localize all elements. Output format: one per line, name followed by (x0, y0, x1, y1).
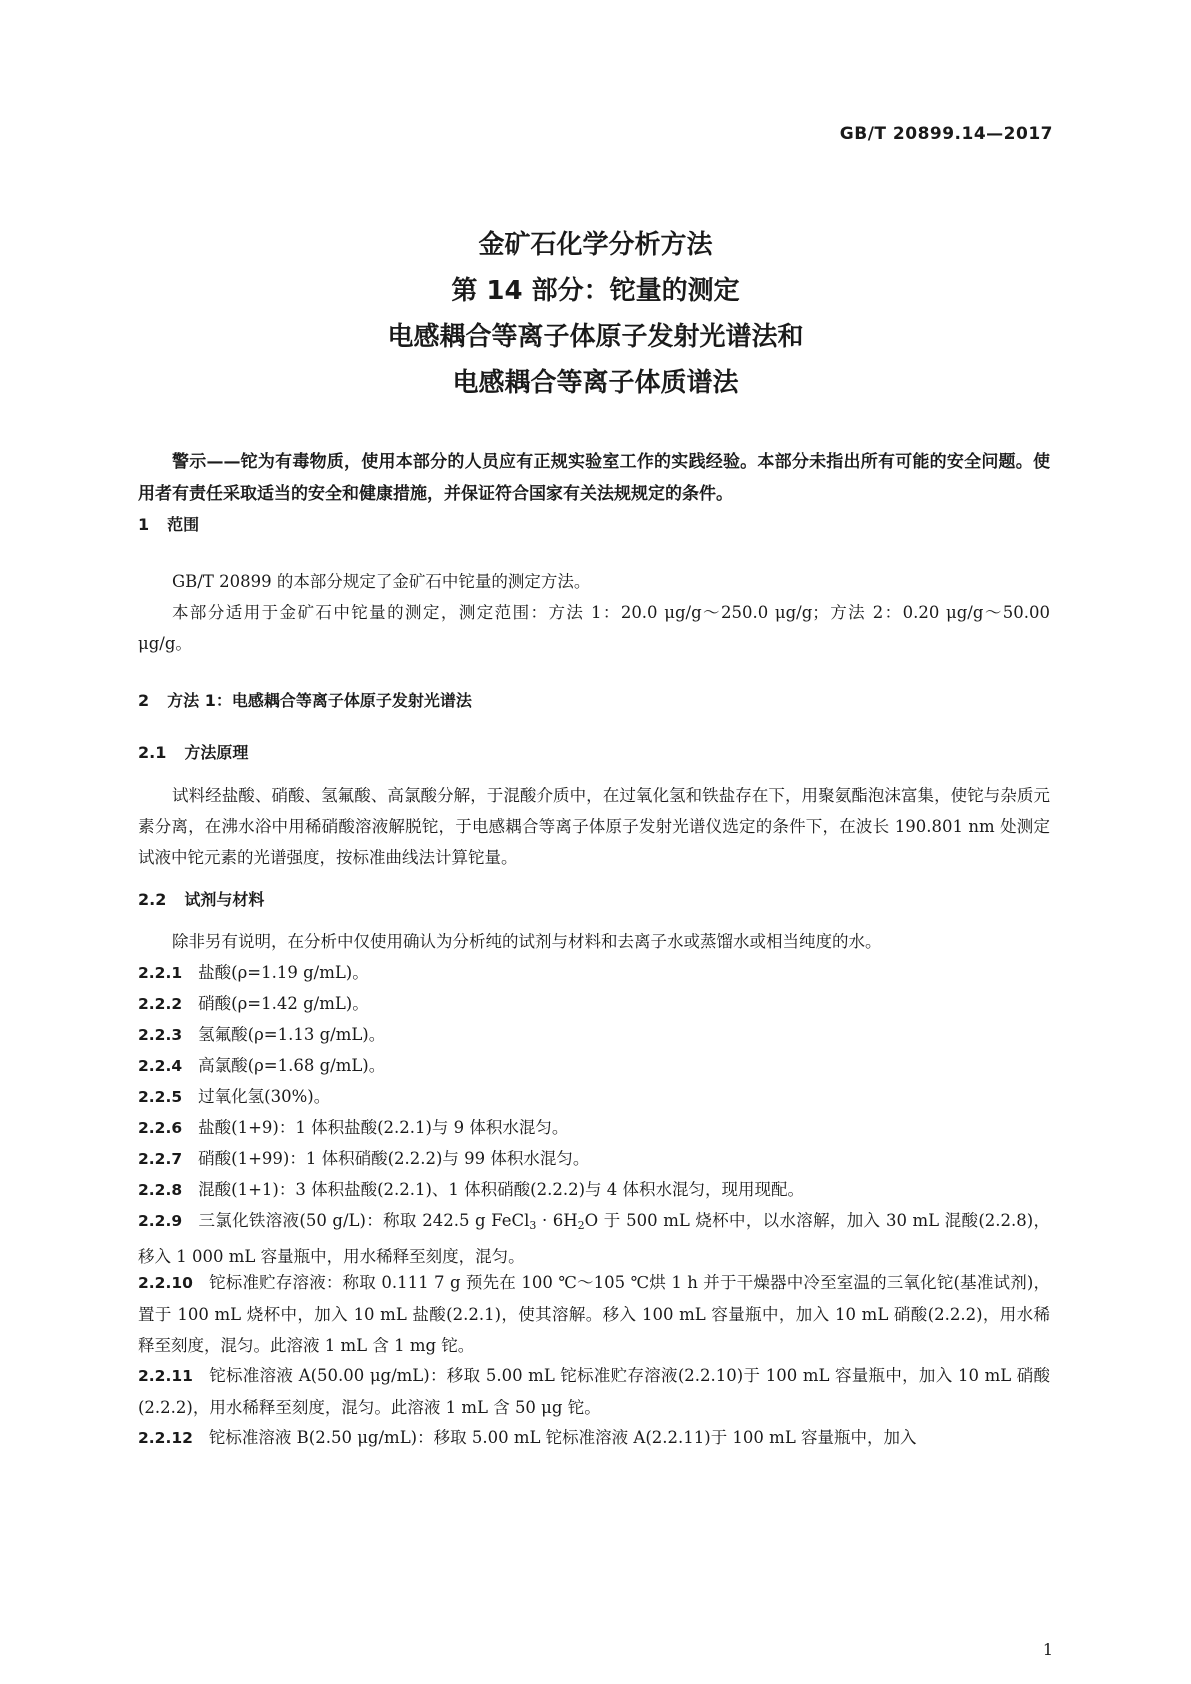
item-number: 2.2.1 (138, 964, 183, 982)
page-number: 1 (1042, 1640, 1053, 1659)
list-item (138, 1143, 1050, 1175)
section-2-1-heading (138, 740, 248, 763)
title-line-1: 金矿石化学分析方法 (478, 230, 713, 260)
list-item (138, 988, 1050, 1020)
list-item (138, 957, 1050, 989)
warning-text: 警示——铊为有毒物质，使用本部分的人员应有正规实验室工作的实践经验。本部分未指出所有可能的安全问题。使用者有责任采取适当的安全和健康措施，并保证符合国家有关法规规定的条件。 (138, 452, 1050, 504)
item-text: 铊标准贮存溶液：称取 0.111 7 g 预先在 100 ℃～105 ℃烘 1 h 并于干燥器中冷至室温的三氧化铊(基准试剂)，置于 100 mL 烧杯中，加入 10 mL 盐酸(2.2.1)，使其溶解。移入 100 mL 容量瓶中，加入 10 mL 硝酸(2.2.2)，用水稀释至刻度，混匀。此溶液 1 mL 含 1 mg 铊。 (138, 1273, 1050, 1355)
list-item (138, 1422, 1050, 1454)
item-text-b: · 6H (536, 1211, 578, 1230)
warning-block (138, 446, 1050, 510)
item-number: 2.2.8 (138, 1181, 183, 1199)
section-2-2-heading (138, 887, 264, 910)
item-number: 2.2.11 (138, 1367, 193, 1385)
item-text: 高氯酸(ρ=1.68 g/mL)。 (198, 1056, 386, 1075)
item-text: 铊标准溶液 B(2.50 μg/mL)：移取 5.00 mL 铊标准溶液 A(2.2.11)于 100 mL 容量瓶中，加入 (208, 1428, 917, 1447)
section-title: 试剂与材料 (184, 890, 265, 909)
item-number: 2.2.7 (138, 1150, 183, 1168)
item-text: 盐酸(ρ=1.19 g/mL)。 (198, 963, 369, 982)
item-number: 2.2.9 (138, 1212, 183, 1230)
title-line-2: 第 14 部分：铊量的测定 (451, 276, 740, 306)
list-item (138, 1050, 1050, 1082)
subscript: 3 (529, 1219, 537, 1232)
item-number: 2.2.12 (138, 1429, 193, 1447)
paragraph: GB/T 20899 的本部分规定了金矿石中铊量的测定方法。 (172, 572, 591, 591)
item-number: 2.2.4 (138, 1057, 183, 1075)
standard-number: GB/T 20899.14—2017 (839, 124, 1053, 144)
list-item (138, 1205, 1050, 1272)
title-line-4: 电感耦合等离子体质谱法 (452, 368, 739, 398)
document-title (0, 222, 1191, 406)
item-number: 2.2.6 (138, 1119, 183, 1137)
item-text: 氢氟酸(ρ=1.13 g/mL)。 (198, 1025, 386, 1044)
item-text: 铊标准溶液 A(50.00 μg/mL)：移取 5.00 mL 铊标准贮存溶液(2.2.10)于 100 mL 容量瓶中，加入 10 mL 硝酸(2.2.2)，用水稀释至刻度，混匀。此溶液 1 mL 含 50 μg 铊。 (138, 1366, 1050, 1417)
item-number: 2.2.10 (138, 1274, 193, 1292)
item-text: 硝酸(ρ=1.42 g/mL)。 (198, 994, 369, 1013)
item-text: 硝酸(1+99)：1 体积硝酸(2.2.2)与 99 体积水混匀。 (198, 1149, 590, 1168)
section-1-heading (138, 512, 199, 535)
item-text: 盐酸(1+9)：1 体积盐酸(2.2.1)与 9 体积水混匀。 (198, 1118, 569, 1137)
item-number: 2.2.2 (138, 995, 183, 1013)
list-item (138, 1174, 1050, 1206)
item-text: 混酸(1+1)：3 体积盐酸(2.2.1)、1 体积硝酸(2.2.2)与 4 体积水混匀，现用现配。 (198, 1180, 805, 1199)
list-item (138, 1360, 1050, 1423)
section-number: 2 (138, 691, 150, 710)
paragraph: 试料经盐酸、硝酸、氢氟酸、高氯酸分解，于混酸介质中，在过氧化氢和铁盐存在下，用聚氨酯泡沫富集，使铊与杂质元素分离，在沸水浴中用稀硝酸溶液解脱铊，于电感耦合等离子体原子发射光谱仪选定的条件下，在波长 190.801 nm 处测定试液中铊元素的光谱强度，按标准曲线法计算铊量。 (138, 786, 1050, 867)
section-title: 方法 1：电感耦合等离子体原子发射光谱法 (167, 691, 472, 710)
section-title: 方法原理 (184, 743, 249, 762)
item-number: 2.2.3 (138, 1026, 183, 1044)
paragraph: 本部分适用于金矿石中铊量的测定，测定范围：方法 1：20.0 μg/g～250.0 μg/g；方法 2：0.20 μg/g～50.00 μg/g。 (138, 603, 1050, 653)
section-2-1-body (138, 780, 1050, 873)
list-item (138, 1019, 1050, 1051)
section-number: 2.1 (138, 743, 167, 762)
subscript: 2 (577, 1219, 585, 1232)
item-text-a: 三氯化铁溶液(50 g/L)：称取 242.5 g FeCl (198, 1211, 530, 1230)
title-line-3: 电感耦合等离子体原子发射光谱法和 (387, 322, 804, 352)
section-2-heading (138, 688, 472, 711)
section-number: 2.2 (138, 890, 167, 909)
list-item (138, 1081, 1050, 1113)
section-title: 范围 (167, 515, 200, 534)
section-1-body (138, 566, 1050, 659)
section-2-2-intro (138, 926, 1050, 957)
item-text-c: O 于 500 mL 烧杯中，以水溶解，加入 30 mL 混酸(2.2.8)，移入 1 000 mL 容量瓶中，用水稀释至刻度，混匀。 (138, 1211, 1050, 1266)
item-number: 2.2.5 (138, 1088, 183, 1106)
item-text: 过氧化氢(30%)。 (198, 1087, 331, 1106)
section-number: 1 (138, 515, 150, 534)
paragraph: 除非另有说明，在分析中仅使用确认为分析纯的试剂与材料和去离子水或蒸馏水或相当纯度的水。 (172, 932, 882, 951)
list-item (138, 1267, 1050, 1361)
list-item (138, 1112, 1050, 1144)
